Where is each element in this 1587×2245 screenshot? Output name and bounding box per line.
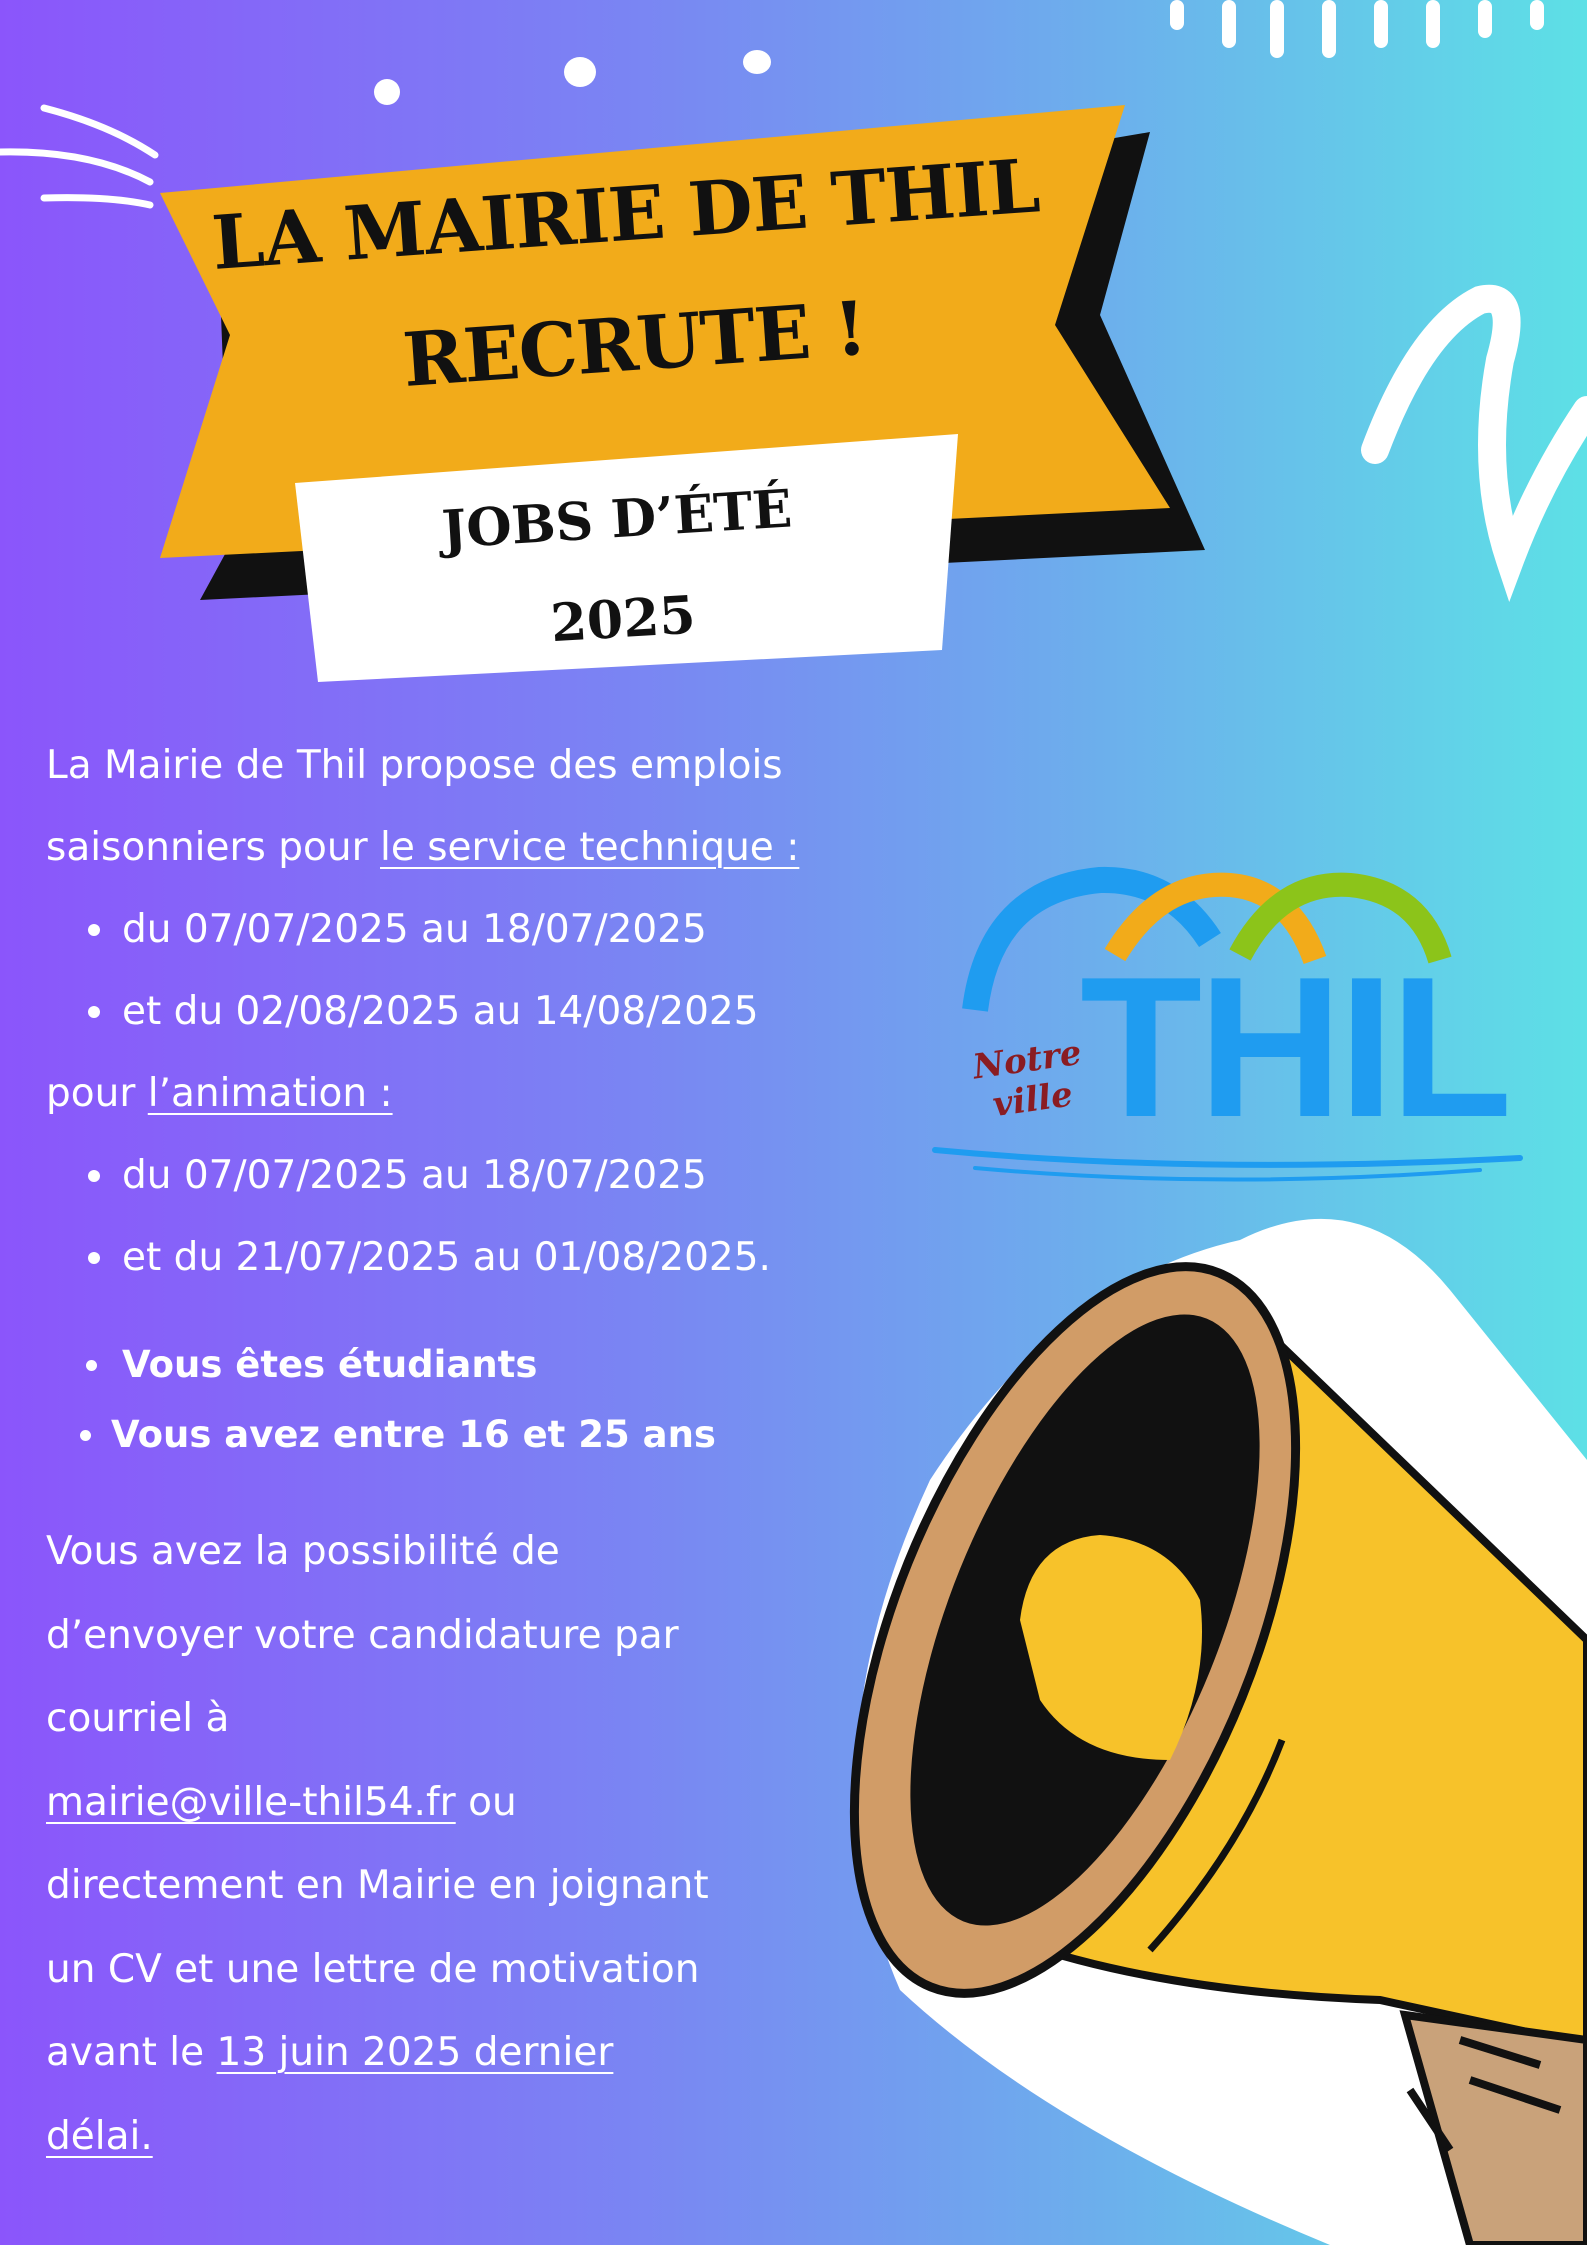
droplets-decoration [374, 50, 771, 105]
apply-line6: un CV et une lettre de motivation [46, 1946, 700, 1992]
intro-section [46, 725, 846, 1299]
apply-line7 [46, 2011, 826, 2095]
animation-line [46, 1053, 846, 1135]
logo-wordmark: THIL [1080, 936, 1509, 1159]
top-ticks-decoration [1170, 0, 1544, 58]
intro-line1: La Mairie de Thil propose des emplois [46, 743, 783, 788]
technique-date-item: et du 02/08/2025 au 14/08/2025 [46, 971, 846, 1053]
deadline-prefix: avant le [46, 2030, 217, 2075]
intro-line2-prefix: saisonniers pour [46, 825, 381, 870]
apply-line8 [46, 2095, 826, 2179]
banner-subtitle [294, 451, 945, 690]
logo-script-line1: Notre [970, 1032, 1084, 1088]
banner-subtitle-line2: 2025 [548, 584, 698, 655]
banner-title-line1: LA MAIRIE DE THIL [209, 143, 1042, 287]
deadline-link[interactable]: 13 juin 2025 dernier [216, 2030, 614, 2075]
scribble-decoration [1375, 299, 1587, 560]
condition-item: Vous avez entre 16 et 25 ans [46, 1400, 846, 1470]
animation-link[interactable]: l’animation : [147, 1071, 393, 1116]
banner-subtitle-line1: JOBS D’ÉTÉ [440, 478, 794, 561]
animation-date-item: et du 21/07/2025 au 01/08/2025. [46, 1217, 846, 1299]
email-suffix: ou [455, 1779, 517, 1825]
service-technique-link[interactable]: le service technique : [380, 825, 800, 870]
email-link[interactable]: mairie@ville-thil54.fr [46, 1779, 456, 1825]
apply-line1: Vous avez la possibilité de [46, 1529, 560, 1574]
sparkle-lines-decoration [0, 108, 155, 205]
megaphone-illustration [764, 1206, 1587, 2245]
conditions-list [46, 1330, 846, 1470]
animation-prefix: pour [46, 1071, 148, 1116]
condition-item: Vous êtes étudiants [46, 1330, 846, 1400]
logo-script-line2: ville [990, 1074, 1076, 1126]
technique-date-item: du 07/07/2025 au 18/07/2025 [46, 889, 846, 971]
apply-line2: d’envoyer votre candidature par [46, 1612, 679, 1658]
banner-title-line2: RECRUTE ! [400, 285, 869, 404]
apply-line3: courriel à [46, 1696, 230, 1741]
apply-section [46, 1510, 826, 2178]
apply-line5: directement en Mairie en joignant [46, 1863, 709, 1908]
deadline-link-end[interactable]: délai. [46, 2113, 153, 2159]
animation-date-item: du 07/07/2025 au 18/07/2025 [46, 1135, 846, 1217]
intro-line2 [46, 807, 846, 889]
apply-email-line [46, 1761, 826, 1845]
